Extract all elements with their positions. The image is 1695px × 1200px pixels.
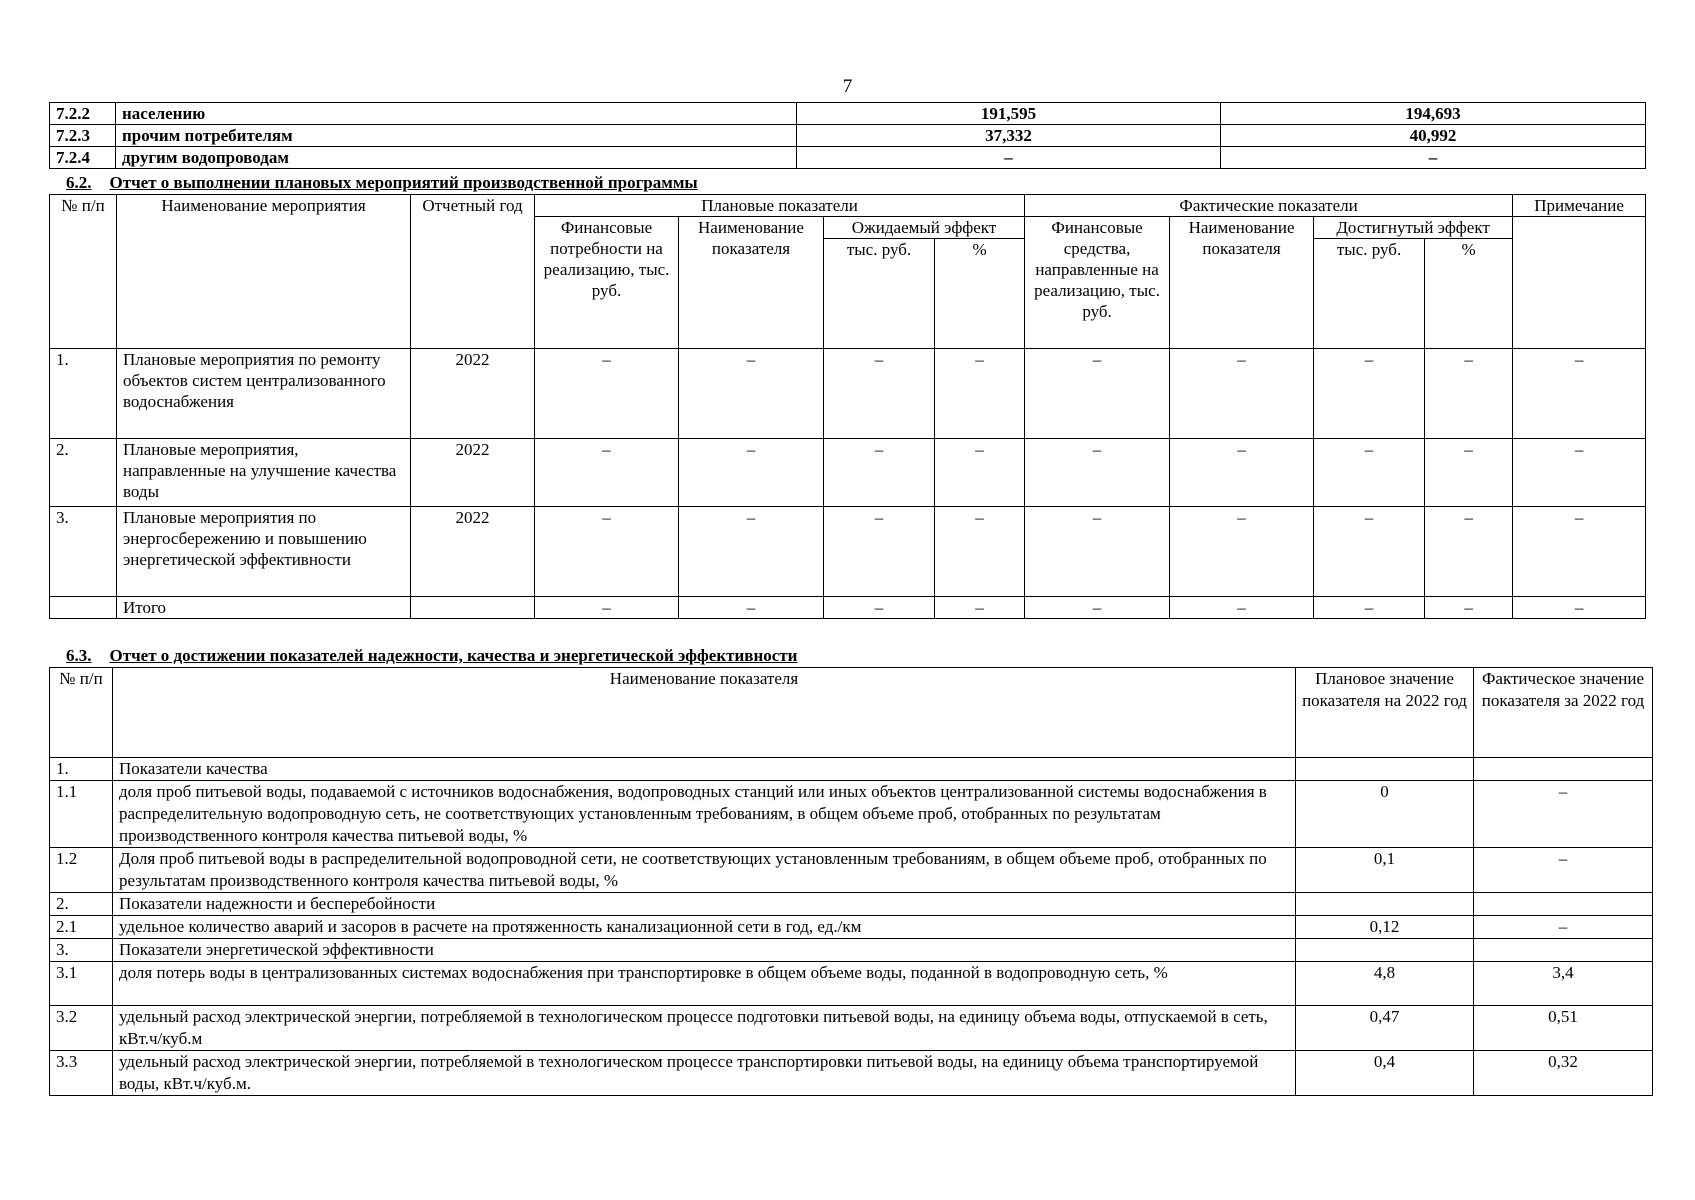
row-plan-value: 0 [1296, 781, 1474, 848]
col-header-plan-group: Плановые показатели [535, 195, 1025, 217]
row-plan-value: 4,8 [1296, 962, 1474, 1006]
col-header-fact: Фактическое значение показателя за 2022 год [1474, 668, 1653, 758]
row-value-plan: 191,595 [797, 103, 1221, 125]
row-value: – [1170, 507, 1314, 597]
row-name: доля проб питьевой воды, подаваемой с источников водоснабжения, водопроводных станций или иных объектов централизованной системы водоснабжения в распределительную водопроводную сеть, не соответствующих установленным требованиям, в общем объеме проб, отобранных по результатам производственного контроля качества питьевой воды, % [113, 781, 1296, 848]
row-value: – [1170, 439, 1314, 507]
planned-measures-table [49, 194, 1646, 619]
col-header-fact-fin: Финансовые средства, направленные на реализацию, тыс. руб. [1025, 217, 1170, 349]
col-header-plan-fin: Финансовые потребности на реализацию, тыс. руб. [535, 217, 679, 349]
table-row [50, 147, 1646, 169]
table-row [50, 1051, 1653, 1096]
row-number: 1.2 [50, 848, 113, 893]
table-row [50, 758, 1653, 781]
row-fact-value: 0,51 [1474, 1006, 1653, 1051]
row-value: – [935, 597, 1025, 619]
row-value: – [1170, 349, 1314, 439]
row-value: – [1425, 439, 1513, 507]
row-number: 3. [50, 507, 117, 597]
row-name: другим водопроводам [116, 147, 797, 169]
row-value: – [1025, 349, 1170, 439]
col-header-fact-pct: % [1425, 239, 1513, 349]
section-6-2-title [66, 173, 698, 193]
section-number: 6.3. [66, 646, 92, 665]
section-number: 6.2. [66, 173, 92, 192]
col-header-plan: Плановое значение показателя на 2022 год [1296, 668, 1474, 758]
row-value: – [824, 439, 935, 507]
row-fact-value [1474, 939, 1653, 962]
table-row [50, 939, 1653, 962]
row-value-plan: – [797, 147, 1221, 169]
row-plan-value [1296, 758, 1474, 781]
row-plan-value: 0,1 [1296, 848, 1474, 893]
row-name: Показатели качества [113, 758, 1296, 781]
row-name: удельное количество аварий и засоров в расчете на протяженность канализационной сети в год, ед./км [113, 916, 1296, 939]
row-number: 3.1 [50, 962, 113, 1006]
row-value: – [1513, 507, 1646, 597]
row-value: – [679, 507, 824, 597]
table-row [50, 507, 1646, 597]
row-value-fact: 194,693 [1221, 103, 1646, 125]
indicators-table [49, 667, 1653, 1096]
row-value: – [679, 597, 824, 619]
row-plan-value [1296, 893, 1474, 916]
row-plan-value: 0,47 [1296, 1006, 1474, 1051]
col-header-plan-rub: тыс. руб. [824, 239, 935, 349]
row-name: Плановые мероприятия по энергосбережению и повышению энергетической эффективности [117, 507, 411, 597]
row-fact-value: 3,4 [1474, 962, 1653, 1006]
row-year [411, 597, 535, 619]
col-header-name: Наименование показателя [113, 668, 1296, 758]
section-title-text: Отчет о выполнении плановых мероприятий производственной программы [109, 173, 698, 192]
row-number: 3.3 [50, 1051, 113, 1096]
page-number: 7 [842, 76, 853, 97]
row-value: – [535, 597, 679, 619]
row-value: – [679, 349, 824, 439]
row-value: – [1513, 439, 1646, 507]
table-row [50, 597, 1646, 619]
col-header-plan-effect: Ожидаемый эффект [824, 217, 1025, 239]
row-value: – [1513, 597, 1646, 619]
col-header-num: № п/п [50, 195, 117, 349]
row-name: Плановые мероприятия по ремонту объектов систем централизованного водоснабжения [117, 349, 411, 439]
row-value: – [1425, 597, 1513, 619]
col-header-fact-group: Фактические показатели [1025, 195, 1513, 217]
table-row [50, 781, 1653, 848]
row-value: – [1170, 597, 1314, 619]
row-name: доля потерь воды в централизованных системах водоснабжения при транспортировке в общем объеме воды, поданной в водопроводную сеть, % [113, 962, 1296, 1006]
table-row [50, 916, 1653, 939]
row-plan-value [1296, 939, 1474, 962]
row-value: – [1425, 507, 1513, 597]
row-value: – [1513, 349, 1646, 439]
row-value: – [824, 349, 935, 439]
row-value: – [1025, 507, 1170, 597]
row-name: Показатели надежности и бесперебойности [113, 893, 1296, 916]
row-value-fact: 40,992 [1221, 125, 1646, 147]
row-name: Доля проб питьевой воды в распределительной водопроводной сети, не соответствующих установленным требованиям, в общем объеме проб, отобранных по результатам производственного контроля качества питьевой воды, % [113, 848, 1296, 893]
row-name: Итого [117, 597, 411, 619]
row-number: 3.2 [50, 1006, 113, 1051]
row-name: прочим потребителям [116, 125, 797, 147]
row-number: 1. [50, 349, 117, 439]
table-row [50, 125, 1646, 147]
table-row [50, 848, 1653, 893]
consumption-table [49, 102, 1646, 169]
row-value: – [535, 439, 679, 507]
col-header-note-empty [1513, 217, 1646, 349]
row-number [50, 597, 117, 619]
row-name: Плановые мероприятия, направленные на улучшение качества воды [117, 439, 411, 507]
row-plan-value: 0,4 [1296, 1051, 1474, 1096]
row-number: 7.2.2 [50, 103, 116, 125]
col-header-name: Наименование мероприятия [117, 195, 411, 349]
col-header-plan-ind: Наименование показателя [679, 217, 824, 349]
section-6-3-title [66, 646, 797, 666]
table-row [50, 103, 1646, 125]
row-number: 2. [50, 893, 113, 916]
row-value: – [1314, 597, 1425, 619]
col-header-num: № п/п [50, 668, 113, 758]
row-value-fact: – [1221, 147, 1646, 169]
col-header-plan-pct: % [935, 239, 1025, 349]
row-year: 2022 [411, 507, 535, 597]
table-row [50, 962, 1653, 1006]
row-value: – [824, 597, 935, 619]
table-row [50, 1006, 1653, 1051]
row-value: – [935, 507, 1025, 597]
row-number: 2.1 [50, 916, 113, 939]
row-value: – [935, 439, 1025, 507]
row-value: – [1314, 507, 1425, 597]
row-value: – [1025, 597, 1170, 619]
row-value: – [679, 439, 824, 507]
col-header-note: Примечание [1513, 195, 1646, 217]
col-header-fact-effect: Достигнутый эффект [1314, 217, 1513, 239]
row-name: удельный расход электрической энергии, потребляемой в технологическом процессе транспортировки питьевой воды, на единицу объема транспортируемой воды, кВт.ч/куб.м. [113, 1051, 1296, 1096]
table-row [50, 439, 1646, 507]
table-row [50, 349, 1646, 439]
row-year: 2022 [411, 349, 535, 439]
row-value: – [824, 507, 935, 597]
row-name: Показатели энергетической эффективности [113, 939, 1296, 962]
row-fact-value: – [1474, 781, 1653, 848]
row-number: 1.1 [50, 781, 113, 848]
row-fact-value: 0,32 [1474, 1051, 1653, 1096]
row-value: – [535, 349, 679, 439]
row-number: 7.2.3 [50, 125, 116, 147]
row-fact-value: – [1474, 848, 1653, 893]
row-name: удельный расход электрической энергии, потребляемой в технологическом процессе подготовки питьевой воды, на единицу объема воды, отпускаемой в сеть, кВт.ч/куб.м [113, 1006, 1296, 1051]
col-header-year: Отчетный год [411, 195, 535, 349]
table-row [50, 893, 1653, 916]
row-value: – [935, 349, 1025, 439]
row-fact-value [1474, 758, 1653, 781]
row-fact-value [1474, 893, 1653, 916]
row-year: 2022 [411, 439, 535, 507]
row-number: 7.2.4 [50, 147, 116, 169]
row-name: населению [116, 103, 797, 125]
row-plan-value: 0,12 [1296, 916, 1474, 939]
row-value: – [1314, 349, 1425, 439]
row-value: – [535, 507, 679, 597]
row-value: – [1425, 349, 1513, 439]
section-title-text: Отчет о достижении показателей надежности, качества и энергетической эффективности [109, 646, 798, 665]
row-number: 1. [50, 758, 113, 781]
row-value-plan: 37,332 [797, 125, 1221, 147]
row-number: 3. [50, 939, 113, 962]
row-number: 2. [50, 439, 117, 507]
row-value: – [1025, 439, 1170, 507]
row-fact-value: – [1474, 916, 1653, 939]
col-header-fact-rub: тыс. руб. [1314, 239, 1425, 349]
row-value: – [1314, 439, 1425, 507]
col-header-fact-ind: Наименование показателя [1170, 217, 1314, 349]
